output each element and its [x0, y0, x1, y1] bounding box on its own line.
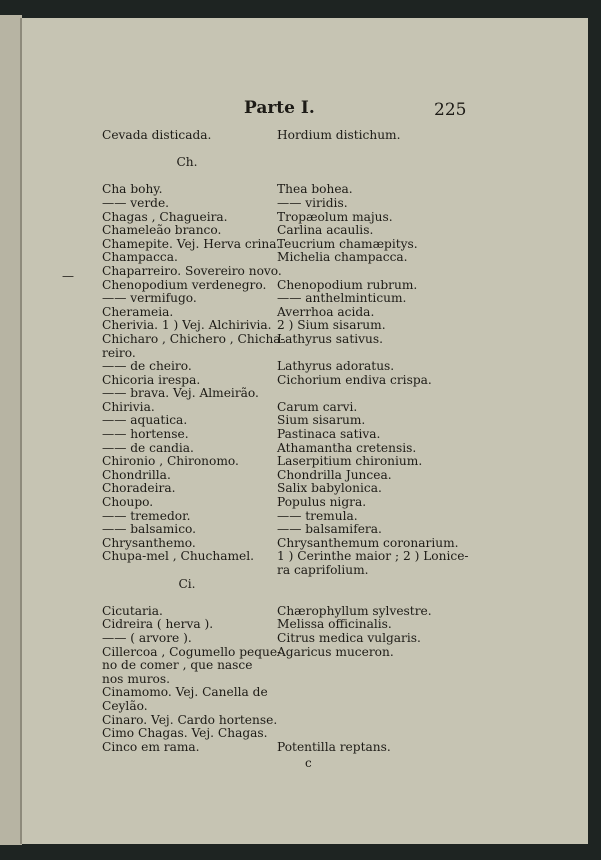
entry-line: Melissa officinalis. — [277, 617, 392, 632]
entry-line: Potentilla reptans. — [277, 739, 391, 754]
portuguese-names-column — [102, 128, 285, 754]
blank-line — [102, 564, 272, 578]
entry-line: Cherameia. — [102, 304, 174, 319]
entry-line: Cimo Chagas. Vej. Chagas. — [102, 726, 268, 741]
entry-line: Chrysanthemum coronarium. — [277, 535, 459, 550]
entry-line: Chicharo , Chichero , Chicha- — [102, 331, 285, 346]
entry-line: Champacca. — [102, 250, 178, 265]
entry-line: Teucrium chamæpitys. — [277, 236, 418, 251]
entry-line: Sium sisarum. — [277, 413, 366, 428]
entry-line: ra caprifolium. — [277, 563, 369, 577]
entry-line: —— brava. Vej. Almeirão. — [102, 386, 259, 401]
margin-mark: — — [62, 269, 74, 283]
blank-line — [277, 170, 467, 184]
entry-line: Chirivia. — [102, 399, 155, 414]
entry-line: Ci. — [178, 576, 196, 591]
entry-line: Chrysanthemo. — [102, 535, 196, 550]
blank-line — [277, 686, 467, 700]
entry-line: Cinaro. Vej. Cardo hortense. — [102, 712, 278, 727]
blank-line — [277, 143, 467, 157]
entry-line: Chenopodium rubrum. — [277, 277, 418, 292]
entry-line: Michelia champacca. — [277, 250, 408, 265]
entry-line: Chupa-mel , Chuchamel. — [102, 549, 255, 564]
entry-line: Tropæolum majus. — [277, 209, 393, 224]
blank-line — [277, 591, 467, 605]
entry-line: —— balsamico. — [102, 522, 197, 537]
entry-line: Ch. — [176, 155, 198, 170]
blank-line — [277, 714, 467, 728]
entry-line: —— verde. — [102, 195, 170, 210]
entry-line: Carum carvi. — [277, 399, 358, 414]
blank-line — [277, 387, 467, 401]
entry-line: Hordium distichum. — [277, 128, 401, 142]
entry-line: Lathyrus adoratus. — [277, 359, 395, 374]
entry-line: Pastinaca sativa. — [277, 427, 381, 442]
entry-line: —— tremedor. — [102, 508, 191, 523]
entry-line: —— de candia. — [102, 440, 194, 455]
entry-line: Chironio , Chironomo. — [102, 454, 239, 469]
entry-line: Chondrilla Juncea. — [277, 467, 392, 482]
blank-line — [277, 265, 467, 279]
entry-line: —— anthelminticum. — [277, 291, 407, 306]
entry-line: Chaparreiro. Sovereiro novo. — [102, 263, 282, 278]
entry-line: Populus nigra. — [277, 495, 367, 510]
entry-line: —— aquatica. — [102, 413, 188, 428]
book-page — [20, 18, 588, 844]
blank-line — [277, 347, 467, 361]
blank-line — [277, 156, 467, 170]
entry-line: —— ( arvore ). — [102, 630, 192, 645]
entry-line: Cichorium endiva crispa. — [277, 372, 432, 387]
signature-mark: c — [305, 756, 312, 770]
page-title: Parte I. — [244, 98, 315, 118]
blank-line — [102, 170, 272, 184]
entry-line: Chærophyllum sylvestre. — [277, 603, 432, 618]
entry-line: —— balsamifera. — [277, 522, 382, 537]
entry-line: —— hortense. — [102, 427, 189, 442]
entry-line: Athamantha cretensis. — [277, 440, 417, 455]
blank-line — [102, 591, 272, 605]
entry-line: Thea bohea. — [277, 182, 353, 197]
entry-line: Citrus medica vulgaris. — [277, 630, 421, 645]
entry-line: Chicoria irespa. — [102, 372, 201, 387]
entry-line: Agaricus muceron. — [277, 644, 394, 659]
entry-line: —— viridis. — [277, 195, 348, 210]
entry-line: Lathyrus sativus. — [277, 331, 383, 346]
entry-line: Chamepite. Vej. Herva crina. — [102, 236, 281, 251]
entry-line: Cinamomo. Vej. Canella de — [102, 685, 268, 700]
facing-page-edge — [0, 15, 22, 845]
page-number: 225 — [434, 100, 467, 120]
entry-line: Choradeira. — [102, 481, 176, 496]
entry-line: Laserpitium chironium. — [277, 454, 423, 469]
entry-line: Choupo. — [102, 495, 154, 510]
blank-line — [277, 673, 467, 687]
entry-line: 1 ) Cerinthe maior ; 2 ) Lonice- — [277, 549, 469, 564]
entry-line: Cinco em rama. — [102, 739, 200, 754]
blank-line — [102, 143, 272, 157]
entry-line: Chondrilla. — [102, 467, 171, 482]
entry-line: Cicutaria. — [102, 603, 163, 618]
entry-line: Chameleão branco. — [102, 223, 222, 238]
entry-line: no de comer , que nasce — [102, 658, 253, 673]
entry-line: —— de cheiro. — [102, 359, 192, 374]
entry-line: Cherivia. 1 ) Vej. Alchirivia. — [102, 318, 272, 333]
blank-line — [277, 700, 467, 714]
entry-line: Cevada disticada. — [102, 128, 212, 142]
entry-line: —— tremula. — [277, 508, 358, 523]
latin-names-column — [277, 129, 467, 754]
entry-line: Cha bohy. — [102, 182, 163, 197]
entry-line: Chagas , Chagueira. — [102, 209, 228, 224]
entry-line: reiro. — [102, 345, 136, 360]
entry-line: —— vermifugo. — [102, 291, 197, 306]
blank-line — [277, 578, 467, 592]
entry-line: Chenopodium verdenegro. — [102, 277, 267, 292]
entry-line: 2 ) Sium sisarum. — [277, 318, 386, 333]
blank-line — [277, 659, 467, 673]
entry-line: Salix babylonica. — [277, 481, 382, 496]
entry-line: Ceylão. — [102, 698, 148, 713]
entry-line: Cidreira ( herva ). — [102, 617, 214, 632]
entry-line: Cillercoa , Cogumello peque- — [102, 644, 282, 659]
blank-line — [277, 727, 467, 741]
entry-line: Carlina acaulis. — [277, 223, 374, 238]
entry-line: nos muros. — [102, 671, 171, 686]
entry-line: Averrhoa acida. — [277, 304, 375, 319]
